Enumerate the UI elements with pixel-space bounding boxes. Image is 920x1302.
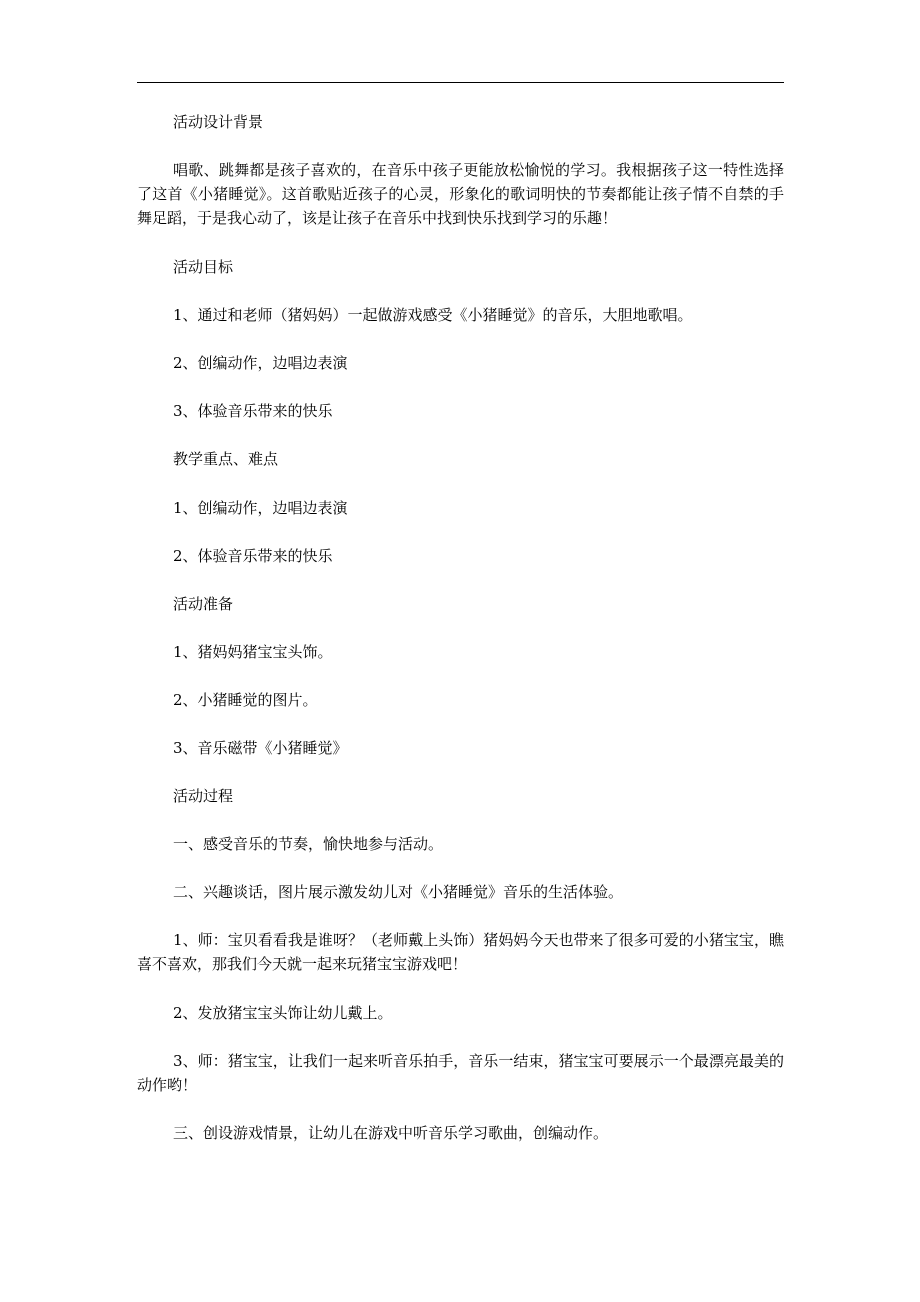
section-heading-key-points: 教学重点、难点 <box>173 450 279 468</box>
key-point-item-2: 2、体验音乐带来的快乐 <box>173 547 333 565</box>
goal-item-1: 1、通过和老师（猪妈妈）一起做游戏感受《小猪睡觉》的音乐，大胆地歌唱。 <box>173 306 693 324</box>
process-step-2: 二、兴趣谈话，图片展示激发幼儿对《小猪睡觉》音乐的生活体验。 <box>173 883 624 901</box>
key-point-item-1: 1、创编动作，边唱边表演 <box>173 499 348 517</box>
process-step-1: 一、感受音乐的节奏，愉快地参与活动。 <box>173 835 444 853</box>
section-heading-preparation: 活动准备 <box>173 595 234 613</box>
process-step-3: 三、创设游戏情景，让幼儿在游戏中听音乐学习歌曲，创编动作。 <box>173 1124 609 1142</box>
goal-item-2: 2、创编动作，边唱边表演 <box>173 354 348 372</box>
process-substep-2: 2、发放猪宝宝头饰让幼儿戴上。 <box>173 1004 393 1022</box>
preparation-item-2: 2、小猪睡觉的图片。 <box>173 691 318 709</box>
header-rule <box>137 82 784 83</box>
section-heading-process: 活动过程 <box>173 787 234 805</box>
preparation-item-1: 1、猪妈妈猪宝宝头饰。 <box>173 643 333 661</box>
process-substep-3: 3、师：猪宝宝，让我们一起来听音乐拍手，音乐一结束，猪宝宝可要展示一个最漂亮最美的动作哟！ <box>137 1052 784 1094</box>
section-heading-background: 活动设计背景 <box>173 113 264 131</box>
section-heading-goals: 活动目标 <box>173 258 234 276</box>
process-substep-1: 1、师：宝贝看看我是谁呀？（老师戴上头饰）猪妈妈今天也带来了很多可爱的小猪宝宝，瞧喜不喜欢，那我们今天就一起来玩猪宝宝游戏吧！ <box>137 931 784 973</box>
background-paragraph: 唱歌、跳舞都是孩子喜欢的，在音乐中孩子更能放松愉悦的学习。我根据孩子这一特性选择了这首《小猪睡觉》。这首歌贴近孩子的心灵，形象化的歌词明快的节奏都能让孩子情不自禁的手舞足蹈，于是我心动了，该是让孩子在音乐中找到快乐找到学习的乐趣！ <box>137 161 784 227</box>
goal-item-3: 3、体验音乐带来的快乐 <box>173 402 333 420</box>
preparation-item-3: 3、音乐磁带《小猪睡觉》 <box>173 739 348 757</box>
